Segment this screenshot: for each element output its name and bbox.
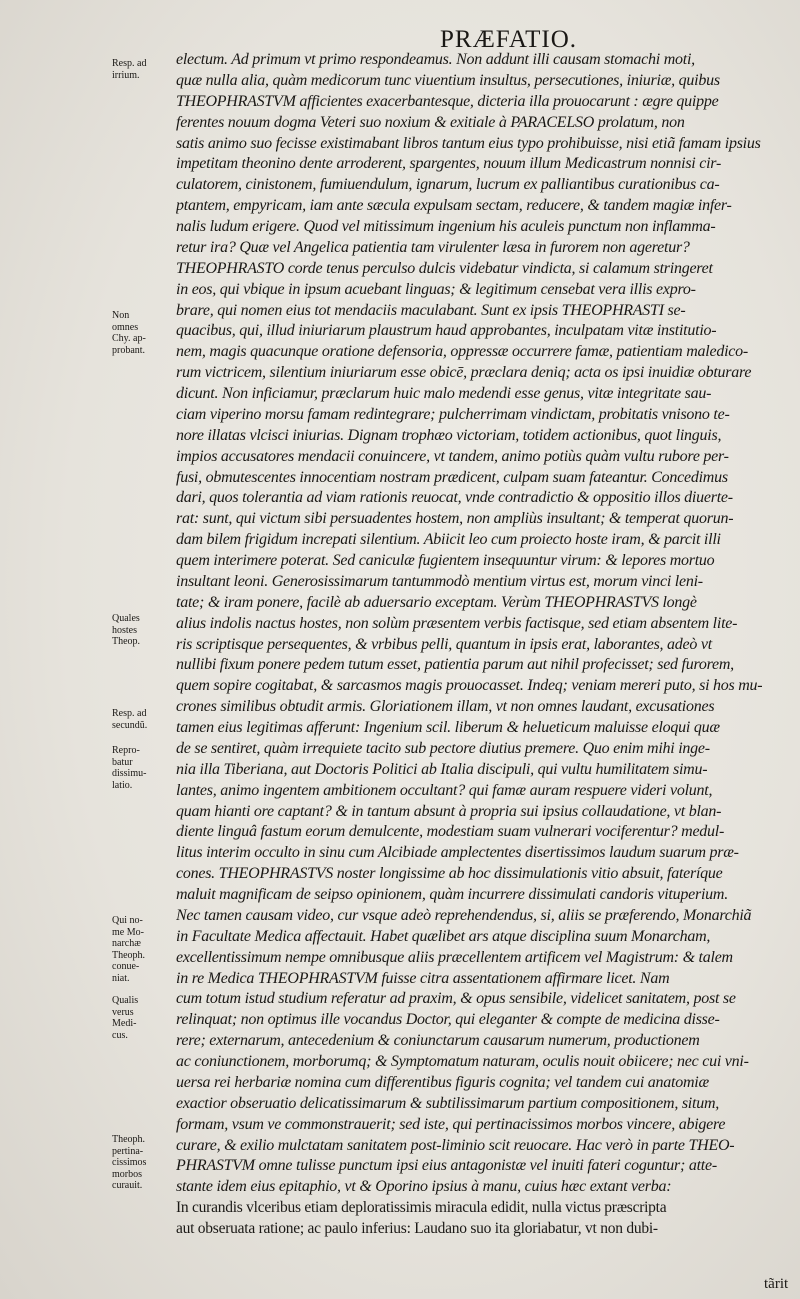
text-line: nullibi fixum ponere pedem tutum esset, patientia parum aut nihil profecisset; sed furorem, (176, 656, 734, 674)
text-line: crones similibus obtudit armis. Gloriationem illam, vt non omnes laudant, excusationes (176, 698, 715, 716)
text-line: stante idem eius epitaphio, vt & Oporino ipsius à manu, cuius hæc extant verba: (176, 1178, 672, 1196)
text-line: in re Medica THEOPHRASTVM fuisse citra assentationem affirmare licet. Nam (176, 969, 670, 987)
margin-note-line: dissimu- (112, 768, 147, 779)
margin-note-line: Qui no- (112, 915, 143, 926)
text-line: nalis ludum erigere. Quod vel mitissimum ingenium his aculeis punctum non inflamma- (176, 218, 716, 235)
text-line: rat: sunt, qui victum sibi persuadentes hostem, non ampliùs insultant; & temperat quorun- (176, 510, 734, 528)
text-line: satis animo suo fecisse existimabant libros tantum eius typo prohibuisse, nisi etiã famam ipsius (176, 134, 761, 152)
margin-note-line: latio. (112, 779, 133, 791)
text-line: cones. THEOPHRASTVS noster longissime ab hoc dissimulationis vitio absuit, fateríque (176, 865, 723, 883)
margin-note-line: verus (112, 1006, 134, 1018)
margin-note (112, 745, 174, 791)
running-head: PRÆFATIO. (440, 26, 578, 53)
text-line: litus interim occulto in sinu cum Alcibiade amplectentes disertissimos laudum suarum præ- (176, 844, 739, 862)
margin-note-line: Resp. ad (112, 708, 147, 719)
margin-note-line: omnes (112, 321, 139, 333)
text-line: fusi, obmutescentes innocentiam nostram prædicent, culpam suam fateantur. Concedimus (176, 468, 728, 486)
margin-note-line: Theoph. (112, 1134, 146, 1145)
text-line: electum. Ad primum vt primo respondeamus. Non addunt illi causam stomachi moti, (176, 51, 695, 68)
text-line: quem sopire cogitabat, & sarcasmos magis prouocasset. Indeq; veniam mereri puto, si hos mu- (176, 677, 763, 695)
text-line: excellentissimum nempe omnibusque aliis præcellentem artificem vel Magistrum: & talem (176, 948, 733, 966)
margin-note-line: cissimos (112, 1157, 147, 1168)
text-line: uersa rei herbariæ nomina cum differentibus figuris cognita; vel tandem cui anatomiæ (176, 1073, 709, 1091)
text-line: insultant leoni. Generosissimarum tantummodò mentium virtus est, morum vinci leni- (176, 572, 703, 590)
text-line: tate; & iram ponere, facilè ab aduersario exceptam. Verùm THEOPHRASTVS longè (176, 593, 697, 611)
margin-note-line: Theop. (112, 636, 141, 647)
text-line: dicunt. Non inficiamur, præclarum huic malo medendi esse genus, vitæ integritate sau- (176, 385, 712, 402)
margin-note-line: narchæ (112, 938, 141, 949)
margin-note-line: curauit. (112, 1180, 143, 1191)
text-line: ferentes nouum dogma Veteri suo noxium & exitiale à PARACELSO prolatum, non (176, 113, 685, 131)
text-line: relinquat; non optimus ille vocandus Doctor, qui eleganter & compte de medicina disse- (176, 1011, 720, 1029)
text-line: ptantem, empyricam, iam ante sæcula expulsam sectam, reducere, & tandem magiæ infer- (176, 197, 732, 215)
text-line: brare, qui nomen eius tot mendaciis maculabant. Sunt ex ipsis THEOPHRASTI se- (176, 301, 686, 319)
margin-note (112, 310, 174, 356)
text-line: in eos, qui vbique in ipsum acuebant linguas; & legitimum censebat vera illis expro- (176, 280, 696, 298)
margin-note-line: probant. (112, 344, 146, 356)
text-line: Nec tamen causam video, cur vsque adeò reprehendendus, si, aliis se præferendo, Monarchiã (176, 906, 752, 924)
text-line: nem, magis quacunque oratione defensoria, oppressæ occurrere famæ, patientiam maledico- (176, 343, 748, 361)
text-line: dam bilem frigidum increpati silentium. Abiicit leo cum proiecto hoste iram, & parcit illi (176, 531, 721, 549)
text-line: ris scriptisque persequentes, & vrbibus pelli, quantum in ipsis erat, laborantes, adeò vt (176, 635, 712, 653)
margin-note-line: Medi- (112, 1018, 137, 1029)
text-line: tamen eius legitimas afferunt: Ingenium scil. liberum & helueticum maluisse eloqui quæ (176, 719, 720, 736)
text-line: In curandis vlceribus etiam deploratissimis miracula edidit, nulla victus præscripta (176, 1199, 667, 1217)
text-line: curare, & exilio mulctatam sanitatem post-liminio scit reuocare. Hac verò in parte THEO- (176, 1136, 735, 1154)
margin-note-line: irrium. (112, 69, 140, 81)
margin-note-line: Chy. ap- (112, 333, 146, 344)
text-line: maluit magnificam de seipso opinionem, quàm incurrere dissimulati candoris vituperium. (176, 886, 728, 903)
margin-note-line: batur (112, 756, 133, 768)
text-line: exactior obseruatio delicatissimarum & subtilissimarum partium compositionem, situm, (176, 1094, 719, 1112)
text-line: retur ira? Quæ vel Angelica patientia tam virulenter læsa in furorem non ageretur? (176, 238, 690, 256)
margin-note (112, 708, 174, 731)
margin-note-line: Theoph. (112, 949, 146, 961)
margin-note-line: hostes (112, 624, 137, 636)
text-line: formam, vsum ve commonstrauerit; sed iste, qui pertinacissimos morbos vincere, abigere (176, 1115, 726, 1133)
text-line: ac coniunctionem, morborumq; & Symptomatum naturam, oculis nouit obiicere; nec cui vni- (176, 1053, 749, 1070)
text-line: nia illa Tiberiana, aut Doctoris Politici ab Italia discipuli, qui vultu humilitatem simu- (176, 760, 708, 778)
margin-note (112, 58, 174, 81)
margin-note-line: Repro- (112, 745, 140, 756)
text-line: rum victricem, silentium iniuriarum esse obicē, præclara deniq; acta os ipsi inuidiæ obturare (176, 364, 752, 382)
text-line: rere; externarum, antecedenium & coniunctarum causarum numerum, productionem (176, 1032, 700, 1050)
text-line: quam hianti ore captant? & in tantum absunt à propria sui ipsius collaudatione, vt blan- (176, 802, 722, 820)
text-line: nore illatas vlcisci iniurias. Dignam trophæo victoriam, totidem actionibus, quot linguis, (176, 426, 722, 444)
margin-note-line: niat. (112, 972, 130, 984)
margin-note-line: secundũ. (112, 719, 148, 731)
margin-note (112, 995, 174, 1041)
margin-note (112, 1134, 174, 1192)
margin-note (112, 915, 174, 984)
text-line: culatorem, cinistonem, fumiuendulum, ignarum, lucrum ex palliantibus curationibus ca- (176, 176, 720, 194)
text-line: ciam viperino morsu famam redintegrare; pulcherrimam vindictam, probitatis vnisono te- (176, 405, 730, 423)
margin-note-line: conue- (112, 961, 140, 972)
text-line: lantes, animo ingentem ambitionem occultant? qui famæ auram respuere videri volunt, (176, 781, 713, 799)
text-line: impetitam theonino dente arroderent, spargentes, nouum illum Medicastrum nonnisi cir- (176, 155, 722, 173)
text-line: quæ nulla alia, quàm medicorum tunc viuentium insultus, persecutiones, iniuriæ, quibus (176, 71, 720, 89)
margin-note-line: Resp. ad (112, 58, 147, 69)
text-line: diente linguâ fastum eorum demulcente, modestiam suam vulnerari vociferentur? medul- (176, 823, 725, 841)
text-line: cum totum istud studium referatur ad praxim, & opus sensibile, videlicet sanitatem, post se (176, 990, 736, 1008)
text-line: THEOPHRASTO corde tenus perculso dulcis videbatur vindicta, si calamum stringeret (176, 259, 713, 277)
margin-note-line: me Mo- (112, 926, 144, 938)
text-line: aut obseruata ratione; ac paulo inferius: Laudano suo ita gloriabatur, vt non dubi- (176, 1220, 658, 1237)
text-line: dari, quos tolerantia ad viam rationis reuocat, vnde contradictio & oppositio illos diuerte- (176, 489, 733, 507)
margin-note-line: cus. (112, 1029, 128, 1041)
text-line: alius indolis nactus hostes, non solùm præsentem verbis factisque, sed etiam absentem lite- (176, 614, 738, 632)
main-text (176, 50, 788, 1240)
text-line: in Facultate Medica affectauit. Habet quælibet ars atque disciplina suum Monarcham, (176, 927, 711, 945)
text-line: PHRASTVM omne tulisse punctum ipsi eius antagonistæ vel inuiti fateri coguntur; atte- (176, 1157, 717, 1175)
margin-note-line: Quales (112, 613, 140, 624)
text-line: THEOPHRASTVM afficientes exacerbantesque, dicteria illa prouocarunt : ægre quippe (176, 92, 719, 110)
margin-note-line: Non (112, 310, 130, 321)
text-line: impios accusatores mendacii conuincere, vt tandem, animo potiùs quàm vultu rubore per- (176, 447, 729, 465)
margin-note-line: pertina- (112, 1145, 144, 1157)
catchword: tãrit (764, 1276, 789, 1292)
text-line: quacibus, qui, illud iniuriarum plaustrum haud approbantes, inculpatam vitæ institutio- (176, 322, 717, 340)
text-line: quem interimere poterat. Sed caniculæ fugientem insequuntur virum: & lepores mortuo (176, 552, 715, 569)
margin-note-line: morbos (112, 1168, 142, 1180)
margin-note (112, 613, 174, 648)
text-line: de se sentiret, quàm irrequiete tacito sub pectore diutius premere. Quo enim mihi inge- (176, 739, 710, 757)
margin-note-line: Qualis (112, 995, 139, 1006)
